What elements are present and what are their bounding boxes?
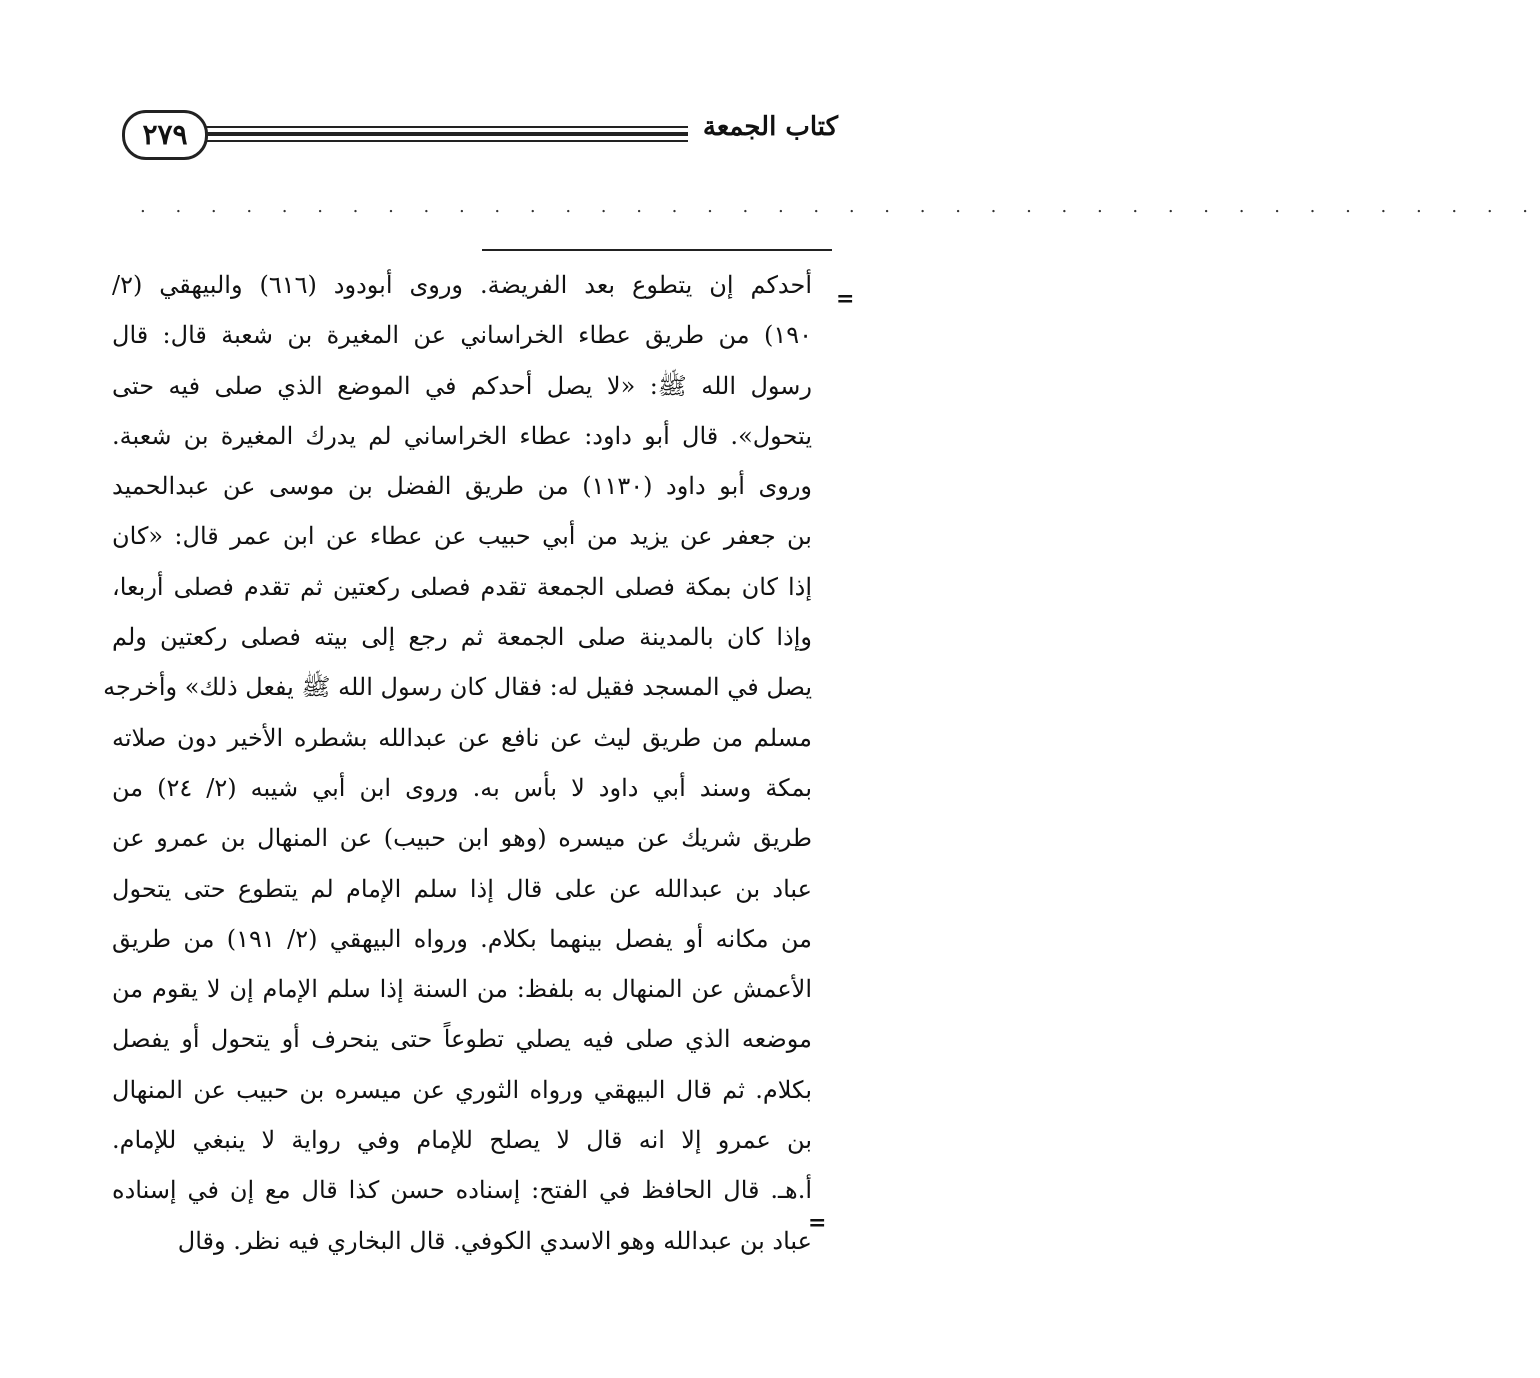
page-number-badge — [122, 110, 208, 160]
text-line: بكلام. ثم قال البيهقي ورواه الثوري عن ميسره بن حبيب عن المنهال — [112, 1075, 812, 1104]
dotted-separator: . . . . . . . . . . . . . . . . . . . . . . . . . . . . . . . . . . . . . . . . — [140, 196, 1540, 217]
text-line: موضعه الذي صلى فيه يصلي تطوعاً حتى ينحرف أو يتحول أو يفصل — [112, 1025, 812, 1054]
text-line: من مكانه أو يفصل بينهما بكلام. ورواه البيهقي (٢/ ١٩١) من طريق — [112, 924, 812, 953]
text-line: يتحول». قال أبو داود: عطاء الخراساني لم يدرك المغيرة بن شعبة. — [112, 421, 812, 450]
chapter-title: كتاب الجمعة — [702, 112, 838, 142]
text-line: وروى أبو داود (١١٣٠) من طريق الفضل بن موسى عن عبدالحميد — [112, 472, 812, 501]
footnote-rule — [482, 249, 832, 251]
text-line: أ.هـ. قال الحافظ في الفتح: إسناده حسن كذا قال مع إن في إسناده — [112, 1176, 812, 1205]
text-line: عباد بن عبدالله عن على قال إذا سلم الإمام لم يتطوع حتى يتحول — [112, 874, 812, 903]
text-line: ١٩٠) من طريق عطاء الخراساني عن المغيرة بن شعبة قال: قال — [112, 321, 812, 350]
text-line: مسلم من طريق ليث عن نافع عن عبدالله بشطره الأخير دون صلاته — [112, 723, 812, 752]
text-line: بن جعفر عن يزيد من أبي حبيب عن عطاء عن ابن عمر قال: «كان — [112, 522, 812, 551]
text-line: أحدكم إن يتطوع بعد الفريضة. وروى أبودود (٦١٦) والبيهقي (٢/ — [112, 271, 813, 299]
text-line: الأعمش عن المنهال به بلفظ: من السنة إذا سلم الإمام إن لا يقوم من — [112, 975, 812, 1004]
footnote-body — [103, 260, 813, 1266]
page-header — [0, 0, 950, 160]
text-line: بمكة وسند أبي داود لا بأس به. وروى ابن أبي شيبه (٢/ ٢٤) من — [112, 773, 812, 802]
header-rule-middle — [196, 132, 688, 136]
text-line: رسول الله ﷺ: «لا يصل أحدكم في الموضع الذي صلى فيه حتى — [112, 371, 812, 400]
continuation-mark-bottom: = — [808, 1210, 827, 1236]
header-rule-bottom — [196, 140, 688, 142]
text-line: عباد بن عبدالله وهو الاسدي الكوفي. قال البخاري فيه نظر. وقال — [177, 1226, 812, 1255]
text-line: إذا كان بمكة فصلى الجمعة تقدم فصلى ركعتين ثم تقدم فصلى أربعا، — [112, 572, 812, 601]
text-line: بن عمرو إلا انه قال لا يصلح للإمام وفي رواية لا ينبغي للإمام. — [112, 1126, 812, 1155]
continuation-mark-top: = — [836, 286, 855, 312]
page-number: ٢٧٩ — [142, 118, 188, 151]
header-rule-top — [196, 126, 688, 128]
text-line: طريق شريك عن ميسره (وهو ابن حبيب) عن المنهال بن عمرو عن — [112, 824, 812, 853]
text-line: وإذا كان بالمدينة صلى الجمعة ثم رجع إلى بيته فصلى ركعتين ولم — [112, 623, 812, 652]
text-line: يصل في المسجد فقيل له: فقال كان رسول الله ﷺ يفعل ذلك» وأخرجه — [103, 673, 812, 702]
